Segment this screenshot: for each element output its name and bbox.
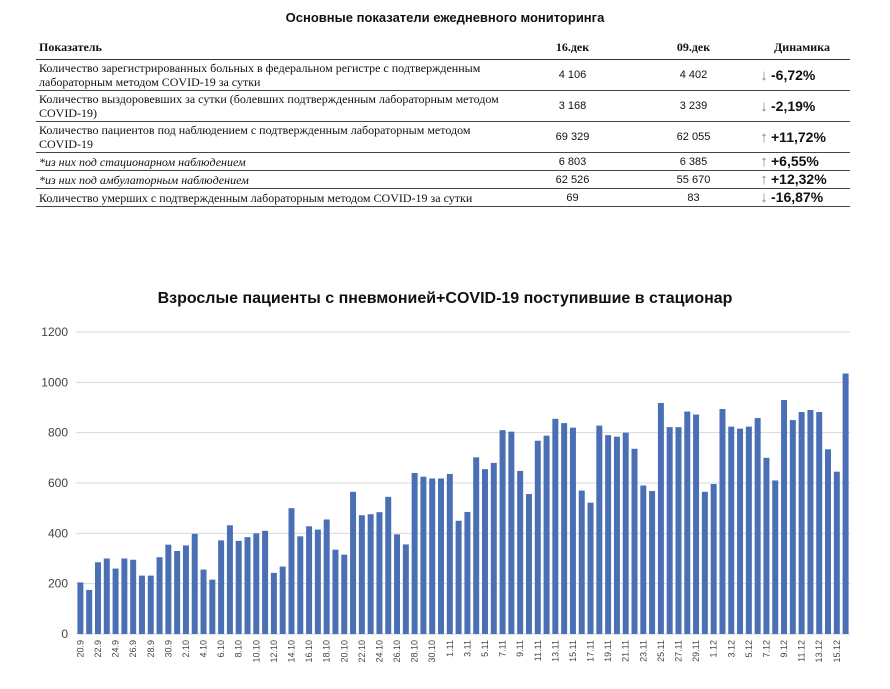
y-tick-label: 1000: [41, 375, 68, 390]
bar-9.11: [517, 471, 523, 634]
row-value-16dec: 69 329: [512, 122, 633, 153]
bar-8.12: [772, 480, 778, 634]
x-tick-label: 5.12: [743, 640, 754, 658]
x-tick-label: 8.10: [233, 640, 244, 658]
bar-9.12: [781, 400, 787, 634]
x-tick-label: 13.11: [550, 640, 561, 662]
row-value-16dec: 6 803: [512, 153, 633, 171]
row-dynamic: [754, 91, 850, 122]
x-tick-label: 17.11: [585, 640, 596, 662]
header-dynamic: Динамика: [754, 38, 850, 60]
bar-28.9: [148, 576, 154, 634]
y-tick-label: 400: [47, 526, 68, 541]
table-row: [36, 171, 850, 189]
bar-20.10: [341, 555, 347, 634]
x-tick-label: 15.12: [831, 640, 842, 663]
bar-15.12: [834, 472, 840, 634]
bar-3.11: [464, 512, 470, 634]
bar-15.11: [570, 428, 576, 634]
bar-5.12: [746, 427, 752, 634]
bar-14.11: [561, 423, 567, 634]
row-label: *из них под стационарном наблюдением: [36, 153, 512, 171]
table-title: Основные показатели ежедневного мониторинга: [285, 10, 605, 25]
x-tick-label: 2.10: [180, 640, 191, 658]
row-label: Количество выздоровевших за сутки (болевших подтвержденным лабораторным методом COVID-19): [36, 91, 512, 122]
bar-18.10: [324, 519, 330, 634]
bar-18.11: [596, 426, 602, 634]
bar-14.12: [825, 449, 831, 634]
bar-3.12: [728, 427, 734, 634]
bar-29.10: [420, 477, 426, 634]
bar-1.10: [174, 551, 180, 634]
bar-6.10: [218, 540, 224, 634]
bar-11.10: [262, 531, 268, 634]
bar-5.10: [209, 580, 215, 634]
header-date-2: 09.дек: [633, 38, 754, 60]
row-value-09dec: 3 239: [633, 91, 754, 122]
table-row: [36, 153, 850, 171]
x-tick-label: 22.9: [92, 640, 103, 658]
bar-23.11: [640, 486, 646, 634]
x-tick-label: 30.9: [163, 640, 174, 658]
x-tick-label: 11.11: [532, 640, 543, 662]
bar-27.10: [403, 544, 409, 634]
bar-8.11: [508, 432, 514, 634]
bar-25.10: [385, 497, 391, 634]
x-tick-label: 18.10: [321, 640, 332, 663]
x-tick-label: 9.11: [515, 640, 526, 657]
x-tick-label: 25.11: [655, 640, 666, 662]
x-tick-label: 11.12: [796, 640, 807, 662]
bar-13.10: [280, 567, 286, 634]
y-tick-label: 600: [47, 476, 68, 490]
bar-28.10: [412, 473, 418, 634]
bar-22.11: [632, 449, 638, 634]
x-tick-label: 27.11: [673, 640, 684, 662]
bar-3.10: [192, 534, 198, 634]
bar-2.10: [183, 545, 189, 634]
row-value-16dec: 69: [512, 189, 633, 207]
table-row: [36, 91, 850, 122]
row-label: Количество умерших с подтвержденным лабораторным методом COVID-19 за сутки: [36, 189, 512, 207]
x-tick-label: 26.10: [392, 640, 403, 663]
x-tick-label: 28.10: [409, 640, 420, 663]
bar-10.12: [790, 420, 796, 634]
bar-15.10: [297, 536, 303, 634]
arrow-down-icon: ↓: [760, 97, 768, 115]
x-tick-label: 29.11: [691, 640, 702, 662]
bar-29.9: [157, 557, 163, 634]
bar-17.11: [588, 503, 594, 634]
x-tick-label: 9.12: [779, 640, 790, 658]
bar-24.9: [113, 569, 119, 634]
bar-28.11: [684, 412, 690, 634]
bar-20.11: [614, 437, 620, 634]
header-indicator: Показатель: [36, 38, 512, 60]
x-tick-label: 7.12: [761, 640, 772, 658]
x-tick-label: 24.10: [374, 640, 385, 663]
row-label: *из них под амбулаторным наблюдением: [36, 171, 512, 189]
bar-12.10: [271, 573, 277, 634]
x-tick-label: 10.10: [251, 640, 262, 663]
bar-4.11: [473, 457, 479, 634]
bar-4.12: [737, 429, 743, 634]
row-value-09dec: 4 402: [633, 60, 754, 91]
arrow-down-icon: ↓: [760, 189, 768, 206]
x-tick-label: 3.11: [462, 640, 473, 657]
bar-30.9: [165, 545, 171, 634]
row-dynamic: [754, 122, 850, 153]
bar-30.10: [429, 478, 435, 634]
table-row: [36, 122, 850, 153]
bar-6.12: [755, 418, 761, 634]
bar-16.12: [843, 374, 849, 634]
bar-25.11: [658, 403, 664, 634]
bar-29.11: [693, 415, 699, 634]
dynamic-value: -16,87%: [771, 189, 824, 205]
x-tick-label: 7.11: [497, 640, 508, 657]
bar-chart: [0, 316, 890, 689]
bar-2.12: [719, 409, 725, 634]
x-tick-label: 20.9: [75, 640, 86, 658]
bar-5.11: [482, 469, 488, 634]
arrow-up-icon: ↑: [760, 128, 768, 146]
bar-2.11: [456, 521, 462, 634]
x-tick-label: 19.11: [603, 640, 614, 662]
x-tick-label: 26.9: [128, 640, 139, 658]
arrow-up-icon: ↑: [760, 171, 768, 188]
header-date-1: 16.дек: [512, 38, 633, 60]
monitoring-table: [36, 38, 850, 207]
x-tick-label: 21.11: [620, 640, 631, 662]
bar-25.9: [121, 559, 127, 635]
bar-11.11: [535, 441, 541, 634]
row-dynamic: [754, 60, 850, 91]
row-value-09dec: 83: [633, 189, 754, 207]
bar-14.10: [289, 508, 295, 634]
x-tick-label: 20.10: [339, 640, 350, 663]
bar-26.10: [394, 534, 400, 634]
bar-10.11: [526, 494, 532, 634]
bar-27.9: [139, 576, 145, 634]
bar-31.10: [438, 478, 444, 634]
row-value-16dec: 62 526: [512, 171, 633, 189]
row-dynamic: [754, 171, 850, 189]
x-tick-label: 5.11: [479, 640, 490, 657]
row-value-16dec: 4 106: [512, 60, 633, 91]
bar-13.11: [552, 419, 558, 634]
x-tick-label: 13.12: [814, 640, 825, 663]
bar-26.9: [130, 560, 136, 634]
table-row: [36, 60, 850, 91]
bar-8.10: [236, 541, 242, 634]
x-tick-label: 15.11: [567, 640, 578, 662]
x-tick-label: 12.10: [268, 640, 279, 663]
arrow-down-icon: ↓: [760, 66, 768, 84]
row-value-09dec: 55 670: [633, 171, 754, 189]
row-value-09dec: 6 385: [633, 153, 754, 171]
dynamic-value: -2,19%: [771, 97, 816, 114]
bar-12.11: [544, 436, 550, 634]
x-tick-label: 4.10: [198, 640, 209, 658]
bar-16.10: [306, 526, 312, 634]
y-tick-label: 200: [47, 576, 68, 591]
row-dynamic: [754, 153, 850, 171]
bar-23.9: [104, 559, 110, 635]
bar-23.10: [368, 514, 374, 634]
table-header-row: [36, 38, 850, 60]
x-tick-label: 1.11: [444, 640, 455, 657]
bar-26.11: [667, 427, 673, 634]
bar-11.12: [799, 412, 805, 634]
x-tick-label: 23.11: [638, 640, 649, 662]
bar-24.10: [376, 512, 382, 634]
bar-19.10: [332, 550, 338, 634]
row-value-09dec: 62 055: [633, 122, 754, 153]
bar-7.10: [227, 525, 233, 634]
row-dynamic: [754, 189, 850, 207]
bar-12.12: [807, 410, 813, 634]
x-tick-label: 22.10: [356, 640, 367, 663]
x-tick-label: 14.10: [286, 640, 297, 663]
x-tick-label: 6.10: [216, 640, 227, 658]
bar-20.9: [77, 582, 83, 634]
chart-title: Взрослые пациенты с пневмонией+COVID-19 поступившие в стационар: [157, 290, 733, 307]
bar-19.11: [605, 435, 611, 634]
row-label: Количество зарегистрированных больных в федеральном регистре с подтвержденным лабораторным методом COVID-19 за сутки: [36, 60, 512, 91]
y-tick-label: 0: [61, 627, 68, 641]
bar-1.12: [711, 484, 717, 634]
x-tick-label: 3.12: [726, 640, 737, 658]
x-tick-label: 16.10: [304, 640, 315, 663]
bar-7.11: [500, 430, 506, 634]
bar-16.11: [579, 491, 585, 634]
x-tick-label: 30.10: [427, 640, 438, 663]
bar-17.10: [315, 530, 321, 634]
x-tick-label: 24.9: [110, 640, 121, 658]
bar-21.10: [350, 492, 356, 634]
bar-4.10: [201, 570, 207, 634]
dynamic-value: +6,55%: [771, 153, 819, 169]
bar-6.11: [491, 463, 497, 634]
dynamic-value: -6,72%: [771, 66, 816, 83]
bar-21.9: [86, 590, 92, 634]
bar-7.12: [763, 458, 769, 634]
bar-10.10: [253, 533, 259, 634]
bar-24.11: [649, 491, 655, 634]
arrow-up-icon: ↑: [760, 153, 768, 170]
y-tick-label: 800: [47, 425, 68, 440]
row-label: Количество пациентов под наблюдением с подтвержденным лабораторным методом COVID-19: [36, 122, 512, 153]
bar-1.11: [447, 474, 453, 634]
dynamic-value: +11,72%: [771, 128, 826, 145]
bar-21.11: [623, 433, 629, 634]
y-tick-label: 1200: [41, 325, 68, 339]
bar-27.11: [676, 427, 682, 634]
bar-13.12: [816, 412, 822, 634]
x-tick-label: 1.12: [708, 640, 719, 658]
bar-30.11: [702, 492, 708, 634]
bar-9.10: [245, 537, 251, 634]
bar-22.10: [359, 515, 365, 634]
dynamic-value: +12,32%: [771, 171, 827, 187]
table-row: [36, 189, 850, 207]
x-tick-label: 28.9: [145, 640, 156, 658]
row-value-16dec: 3 168: [512, 91, 633, 122]
bar-22.9: [95, 562, 101, 634]
